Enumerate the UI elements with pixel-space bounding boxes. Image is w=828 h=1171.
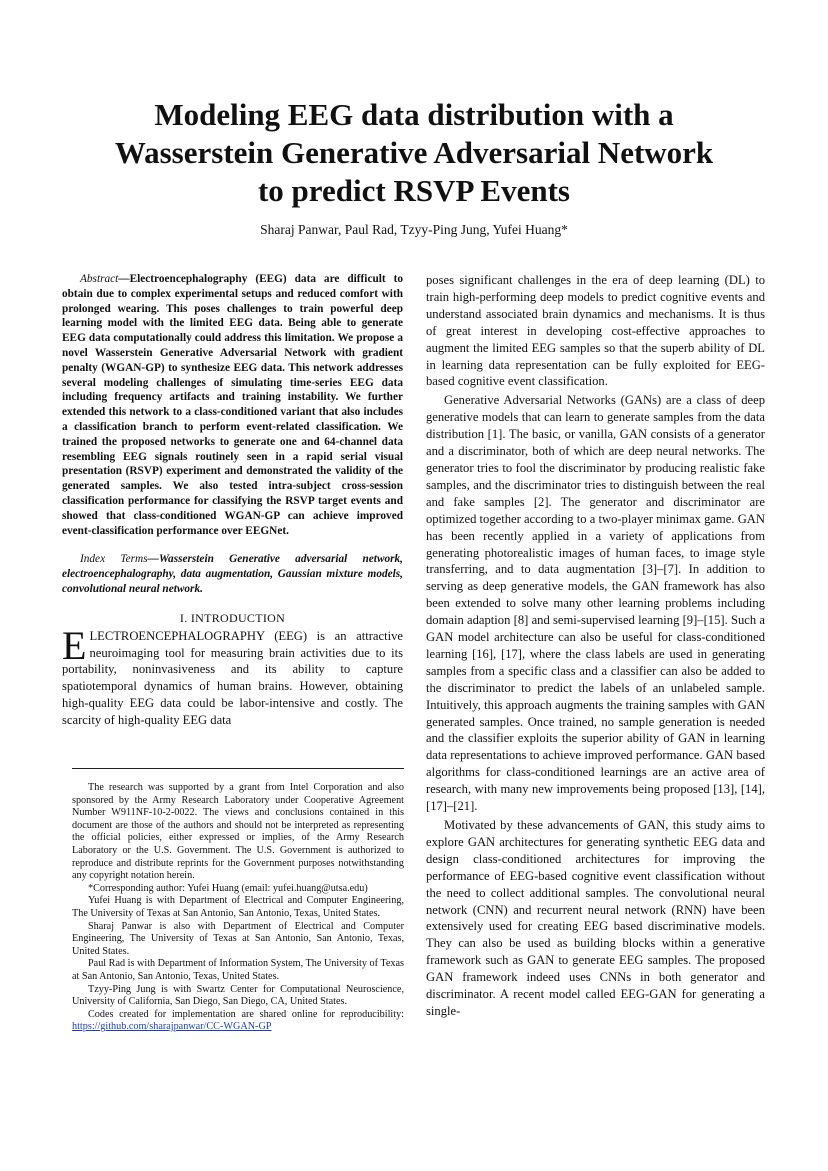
- index-terms-lead: Index Terms: [80, 553, 148, 566]
- footnote-funding: The research was supported by a grant from Intel Corporation and also sponsored by the Army Research Laboratory under Cooperative Agreement Number W911NF-10-2-0022. The views and conclusions contained in this document are those of the authors and should not be interpreted as representing the official policies, either expressed or implies, of the Army Research Laboratory or the U.S. Government. The U.S. Government is authorized to reproduce and distribute reprints for the Government purposes notwithstanding any copyright notation herein.: [72, 782, 404, 882]
- index-terms-dash: —: [147, 553, 159, 566]
- left-column: [62, 272, 403, 729]
- right-column: [426, 272, 765, 1020]
- title-line: to predict RSVP Events: [257, 173, 570, 208]
- author-list: Sharaj Panwar, Paul Rad, Tzyy-Ping Jung, Yufei Huang*: [260, 222, 568, 237]
- index-terms: [62, 552, 403, 596]
- footnote-affiliation: Tzyy-Ping Jung is with Swartz Center for Computational Neuroscience, University of California, San Diego, San Diego, CA, United States.: [72, 983, 404, 1008]
- footnote-affiliation: Sharaj Panwar is also with Department of Electrical and Computer Engineering, The University of Texas at San Antonio, San Antonio, Texas, United States.: [72, 920, 404, 957]
- section-number: I.: [179, 610, 188, 625]
- abstract: [62, 272, 403, 538]
- drop-cap: E: [62, 622, 87, 668]
- paper-title: [40, 96, 788, 210]
- footnote-affiliation: Yufei Huang is with Department of Electrical and Computer Engineering, The University of Texas at San Antonio, San Antonio, Texas, United States.: [72, 895, 404, 919]
- intro-text: LECTROENCEPHALOGRAPHY (EEG) is an attractive neuroimaging tool for measuring brain activities due to its portability, noninvasiveness and its ability to capture spatiotemporal dynamics of human brains. However, obtaining high-quality EEG data could be labor-intensive and costly. The scarcity of high-quality EEG data: [62, 628, 403, 727]
- footnote-affiliation: Paul Rad is with Department of Information System, The University of Texas at San Antonio, San Antonio, Texas, United States.: [72, 958, 404, 982]
- body-paragraph: poses significant challenges in the era of deep learning (DL) to train high-performing deep models to predict cognitive events and understand associated brain dynamics and mechanisms. It is thus of great interest in developing cost-effective approaches to augment the limited EEG samples so that the superb ability of DL in learning data representation can be fully exploited for EEG-based cognitive event classification.: [426, 273, 765, 389]
- intro-paragraph: [62, 622, 403, 729]
- title-line: Wasserstein Generative Adversarial Network: [114, 135, 714, 170]
- footnotes: [72, 782, 404, 1034]
- abstract-lead: Abstract: [80, 273, 119, 285]
- index-terms-text: Wasserstein Generative adversarial network, electroencephalography, data augmentation, Gaussian mixture models, convolutional neural network.: [62, 553, 403, 595]
- code-link[interactable]: https://github.com/sharajpanwar/CC-WGAN-GP: [72, 1021, 272, 1033]
- title-line: Modeling EEG data distribution with a: [154, 97, 674, 132]
- section-title-rest: NTRODUCTION: [195, 610, 286, 625]
- code-note: Codes created for implementation are shared online for reproducibility:: [88, 1008, 404, 1020]
- body-paragraph: Motivated by these advancements of GAN, this study aims to explore GAN architectures for generating synthetic EEG data and design class-conditioned architectures for improving the performance of EEG-based cognitive event classification without the need to collect additional samples. The convolutional neural network (CNN) and recurrent neural network (RNN) have been extensively used for creating EEG based discriminative models. They can also be used as building blocks within a generative framework such as GAN to generate EEG samples. The proposed GAN framework indeed uses CNNs in both generator and discriminator. A recent model called EEG-GAN for generating a single-: [426, 818, 765, 1018]
- footnote-rule: [72, 768, 404, 769]
- footnote-code: [72, 1009, 404, 1034]
- abstract-text: Electroencephalography (EEG) data are difficult to obtain due to complex experimental setups and reduced comfort with prolonged wearing. This poses challenges to train powerful deep learning model with the limited EEG data. Being able to generate EEG data computationally could address this limitation. We propose a novel Wasserstein Generative Adversarial Network with gradient penalty (WGAN-GP) to synthesize EEG data. This network addresses several modeling challenges of simulating time-series EEG data including frequency artifacts and training instability. We further extended this network to a class-conditioned variant that also includes a classification branch to perform event-related classification. We trained the proposed networks to generate one and 64-channel data resembling EEG signals routinely seen in a rapid serial visual presentation (RSVP) experiment and demonstrated the validity of the generated samples. We also tested intra-subject cross-session classification performance for classifying the RSVP target events and showed that class-conditioned WGAN-GP can achieve improved event-classification performance over EEGNet.: [62, 273, 403, 537]
- body-paragraph: Generative Adversarial Networks (GANs) are a class of deep generative models that can learn to generate samples from the data distribution [1]. The basic, or vanilla, GAN consists of a generator and a discriminator, both of which are deep neural networks. The generator tries to fool the discriminator by producing realistic fake samples, and the discriminator tries to distinguish between the real and fake samples [2]. The generator and discriminator are optimized together according to a two-player minimax game. GAN has been recently applied in a variety of applications from generating photorealistic images of human faces, to image style transferring, and to data augmentation [3]–[7]. In addition to serving as deep generative models, the GAN framework has also been extended to solve many other learning problems including domain adaption [8] and semi-supervised learning [9]–[15]. Such a GAN model architecture can also be useful for class-conditioned learning [16], [17], where the class labels are used in generating samples from a specific class and a classifier can also be added to the discriminator to predict the labels of an unlabeled sample. Intuitively, this approach augments the training samples with GAN generated samples. Once trained, no sample generation is needed and the classifier exploits the superior ability of GAN in learning data representations to achieve improved performance. GAN based algorithms for class-conditioned learnings are an active area of research, with many new improvements being proposed [13], [14], [17]–[21].: [426, 393, 765, 814]
- section-heading: [62, 611, 403, 626]
- footnote-corresponding: *Corresponding author: Yufei Huang (email: yufei.huang@utsa.edu): [88, 882, 368, 894]
- abstract-dash: —: [118, 273, 130, 285]
- section-first-letter: I: [190, 610, 196, 625]
